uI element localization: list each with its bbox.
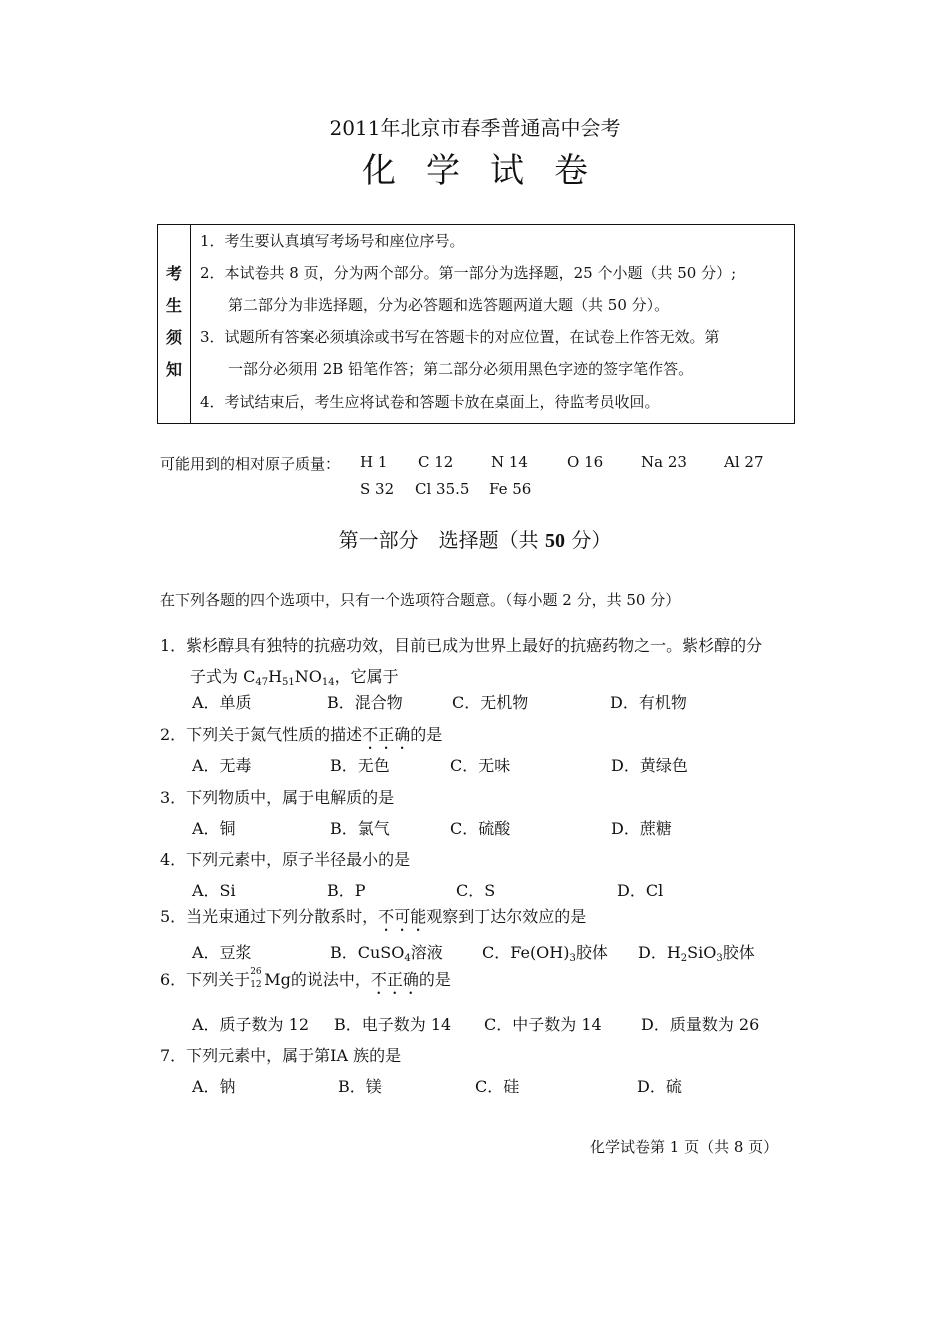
question-3-stem: 3．下列物质中，属于电解质的是 xyxy=(160,788,395,807)
page-footer: 化学试卷第 1 页（共 8 页） xyxy=(590,1138,779,1156)
question-5-option-a: A．豆浆 xyxy=(192,943,252,962)
mass-value: C 12 xyxy=(418,453,454,471)
stem-emphasis: 不正确 xyxy=(370,970,419,989)
option-subscript: 3 xyxy=(716,953,723,964)
question-4-option: D．Cl xyxy=(617,881,664,900)
mass-value: N 14 xyxy=(491,453,528,471)
option-text: SiO xyxy=(687,943,717,962)
formula-subscript: 51 xyxy=(282,677,295,688)
stem-text: 的是 xyxy=(410,725,443,744)
option-text: 胶体 xyxy=(575,943,608,962)
question-7-option: B．镁 xyxy=(338,1077,382,1096)
question-4-stem: 4．下列元素中，原子半径最小的是 xyxy=(160,850,411,869)
question-7-option: A．钠 xyxy=(192,1077,236,1096)
option-subscript: 4 xyxy=(404,953,411,964)
question-3-option: D．蔗糖 xyxy=(611,819,672,838)
subject-title: 化学试卷 xyxy=(362,151,618,191)
option-text: B．CuSO xyxy=(330,943,405,962)
question-5-option-b xyxy=(330,940,443,964)
mass-value: Al 27 xyxy=(724,453,764,471)
notice-line: 一部分必须用 2B 铅笔作答；第二部分必须用黑色字迹的签字笔作答。 xyxy=(228,360,694,378)
notice-line: 4．考试结束后，考生应将试卷和答题卡放在桌面上，待监考员收回。 xyxy=(200,393,660,411)
option-text: 溶液 xyxy=(410,943,443,962)
option-text: 胶体 xyxy=(722,943,755,962)
question-4-option: B．P xyxy=(327,881,366,900)
stem-text: 5．当光束通过下列分散系时， xyxy=(160,907,379,926)
nuclide-notation xyxy=(250,967,264,990)
question-2-option: A．无毒 xyxy=(192,756,252,775)
mass-value: Cl 35.5 xyxy=(415,480,470,498)
stem-text: 观察到丁达尔效应的是 xyxy=(426,907,587,926)
mass-value: Fe 56 xyxy=(489,480,532,498)
option-text: C．Fe(OH) xyxy=(482,943,570,962)
question-3-option: C．硫酸 xyxy=(450,819,511,838)
exam-notice-box xyxy=(157,224,795,424)
mass-value: Na 23 xyxy=(641,453,687,471)
notice-side-label xyxy=(158,225,191,423)
question-5-stem xyxy=(160,904,586,935)
question-5-option-c xyxy=(482,940,608,964)
notice-line: 3．试题所有答案必须填涂或书写在答题卡的对应位置，在试卷上作答无效。第 xyxy=(200,328,720,346)
atomic-masses-row-1 xyxy=(160,453,340,474)
question-2-option: C．无味 xyxy=(450,756,511,775)
element-symbol: Mg xyxy=(264,970,291,989)
question-1-formula xyxy=(190,664,399,688)
formula-subscript: 14 xyxy=(321,677,335,688)
section-title-suffix: 分） xyxy=(565,528,612,552)
question-6-option: A．质子数为 12 xyxy=(192,1015,310,1034)
question-6-option: C．中子数为 14 xyxy=(484,1015,602,1034)
stem-text: 的说法中， xyxy=(290,970,371,989)
question-3-option: B．氯气 xyxy=(330,819,390,838)
question-3-option: A．铜 xyxy=(192,819,236,838)
question-5-option-d xyxy=(638,940,755,964)
stem-emphasis: 不正确 xyxy=(362,725,411,744)
exam-title: 2011年北京市春季普通高中会考 xyxy=(329,116,621,140)
question-1-option: D．有机物 xyxy=(610,693,687,712)
question-6-option: D．质量数为 26 xyxy=(641,1015,760,1034)
stem-text: 2．下列关于氮气性质的描述 xyxy=(160,725,363,744)
section-title xyxy=(0,524,950,553)
stem-emphasis: 不可能 xyxy=(378,907,427,926)
question-7-stem: 7．下列元素中，属于第ⅠA 族的是 xyxy=(160,1046,402,1065)
formula-text: 子式为 C xyxy=(190,667,256,686)
question-1-option: C．无机物 xyxy=(452,693,529,712)
question-2-stem xyxy=(160,722,442,753)
notice-line: 第二部分为非选择题，分为必答题和选答题两道大题（共 50 分）。 xyxy=(228,296,670,314)
stem-text: 6．下列关于 xyxy=(160,970,251,989)
formula-text: ，它属于 xyxy=(334,667,399,686)
question-1-stem: 1．紫杉醇具有独特的抗癌功效，目前已成为世界上最好的抗癌药物之一。紫杉醇的分 xyxy=(160,636,763,655)
formula-subscript: 47 xyxy=(255,677,269,688)
notice-line: 1．考生要认真填写考场号和座位序号。 xyxy=(200,232,465,250)
option-subscript: 2 xyxy=(680,953,688,964)
question-7-option: D．硫 xyxy=(637,1077,682,1096)
notice-line: 2．本试卷共 8 页，分为两个部分。第一部分为选择题，25 个小题（共 50 分）; xyxy=(200,264,737,282)
section-instruction: 在下列各题的四个选项中，只有一个选项符合题意。（每小题 2 分，共 50 分） xyxy=(160,591,681,609)
mass-value: O 16 xyxy=(567,453,604,471)
question-4-option: A．Si xyxy=(192,881,236,900)
formula-text: NO xyxy=(294,667,322,686)
stem-text: 的是 xyxy=(418,970,451,989)
question-2-option: B．无色 xyxy=(330,756,390,775)
notice-side-char: 须 xyxy=(165,328,182,347)
question-7-option: C．硅 xyxy=(475,1077,520,1096)
mass-value: S 32 xyxy=(360,480,395,498)
question-4-option: C．S xyxy=(456,881,496,900)
option-subscript: 3 xyxy=(569,953,576,964)
section-title-prefix: 第一部分 选择题（共 xyxy=(338,528,545,552)
notice-side-char: 考 xyxy=(165,264,182,283)
option-text: D．H xyxy=(638,943,681,962)
notice-side-char: 生 xyxy=(165,296,182,315)
question-2-option: D．黄绿色 xyxy=(611,756,688,775)
question-1-option: A．单质 xyxy=(192,693,252,712)
mass-number: 26 xyxy=(250,967,262,977)
section-title-score: 50 xyxy=(545,530,565,552)
formula-text: H xyxy=(268,667,283,686)
question-1-option: B．混合物 xyxy=(327,693,403,712)
notice-side-char: 知 xyxy=(165,360,182,379)
mass-value: H 1 xyxy=(360,453,388,471)
question-6-stem xyxy=(160,967,451,998)
atomic-masses-label: 可能用到的相对原子质量： xyxy=(160,455,341,473)
question-6-option: B．电子数为 14 xyxy=(334,1015,452,1034)
atomic-number: 12 xyxy=(250,980,262,990)
